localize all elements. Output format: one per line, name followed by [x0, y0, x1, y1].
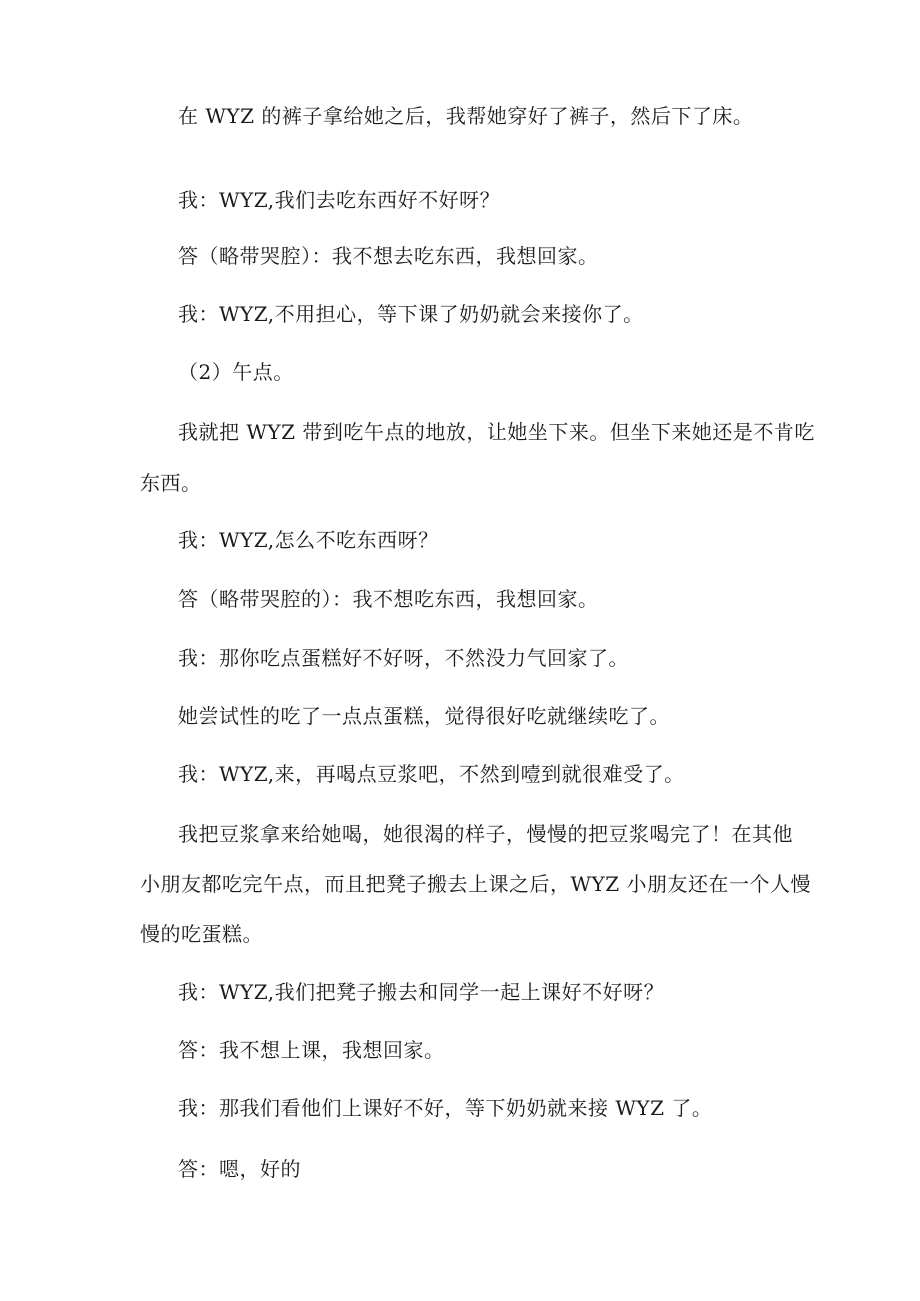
paragraph-line: 我：WYZ,来，再喝点豆浆吧，不然到噎到就很难受了。 [178, 762, 685, 786]
paragraph-line: 我：WYZ,不用担心，等下课了奶奶就会来接你了。 [178, 302, 644, 326]
paragraph-line: 答（略带哭腔的）：我不想吃东西，我想回家。 [178, 587, 599, 611]
paragraph-line: 我：WYZ,我们去吃东西好不好呀？ [178, 188, 501, 212]
paragraph-line: 慢的吃蛋糕。 [140, 922, 263, 946]
paragraph-line: 我把豆浆拿来给她喝，她很渴的样子，慢慢的把豆浆喝完了！在其他 [178, 822, 793, 846]
section-heading: （2）午点。 [178, 360, 294, 384]
paragraph-line: 她尝试性的吃了一点点蛋糕，觉得很好吃就继续吃了。 [178, 704, 670, 728]
paragraph-line: 我就把 WYZ 带到吃午点的地放，让她坐下来。但坐下来她还是不肯吃 [178, 420, 815, 444]
paragraph-line: 我：那我们看他们上课好不好，等下奶奶就来接 WYZ 了。 [178, 1096, 713, 1120]
paragraph-line: 答：嗯，好的 [178, 1157, 301, 1181]
paragraph-line: 我：那你吃点蛋糕好不好呀，不然没力气回家了。 [178, 646, 629, 670]
paragraph-line: 小朋友都吃完午点，而且把凳子搬去上课之后，WYZ 小朋友还在一个人慢 [140, 872, 812, 896]
paragraph-line: 答（略带哭腔）：我不想去吃东西，我想回家。 [178, 244, 599, 268]
paragraph-line: 我：WYZ,我们把凳子搬去和同学一起上课好不好呀？ [178, 980, 665, 1004]
paragraph-line: 我：WYZ,怎么不吃东西呀？ [178, 528, 439, 552]
paragraph-line: 答：我不想上课，我想回家。 [178, 1038, 445, 1062]
paragraph-line: 东西。 [140, 471, 202, 495]
paragraph-line: 在 WYZ 的裤子拿给她之后，我帮她穿好了裤子，然后下了床。 [178, 104, 754, 128]
